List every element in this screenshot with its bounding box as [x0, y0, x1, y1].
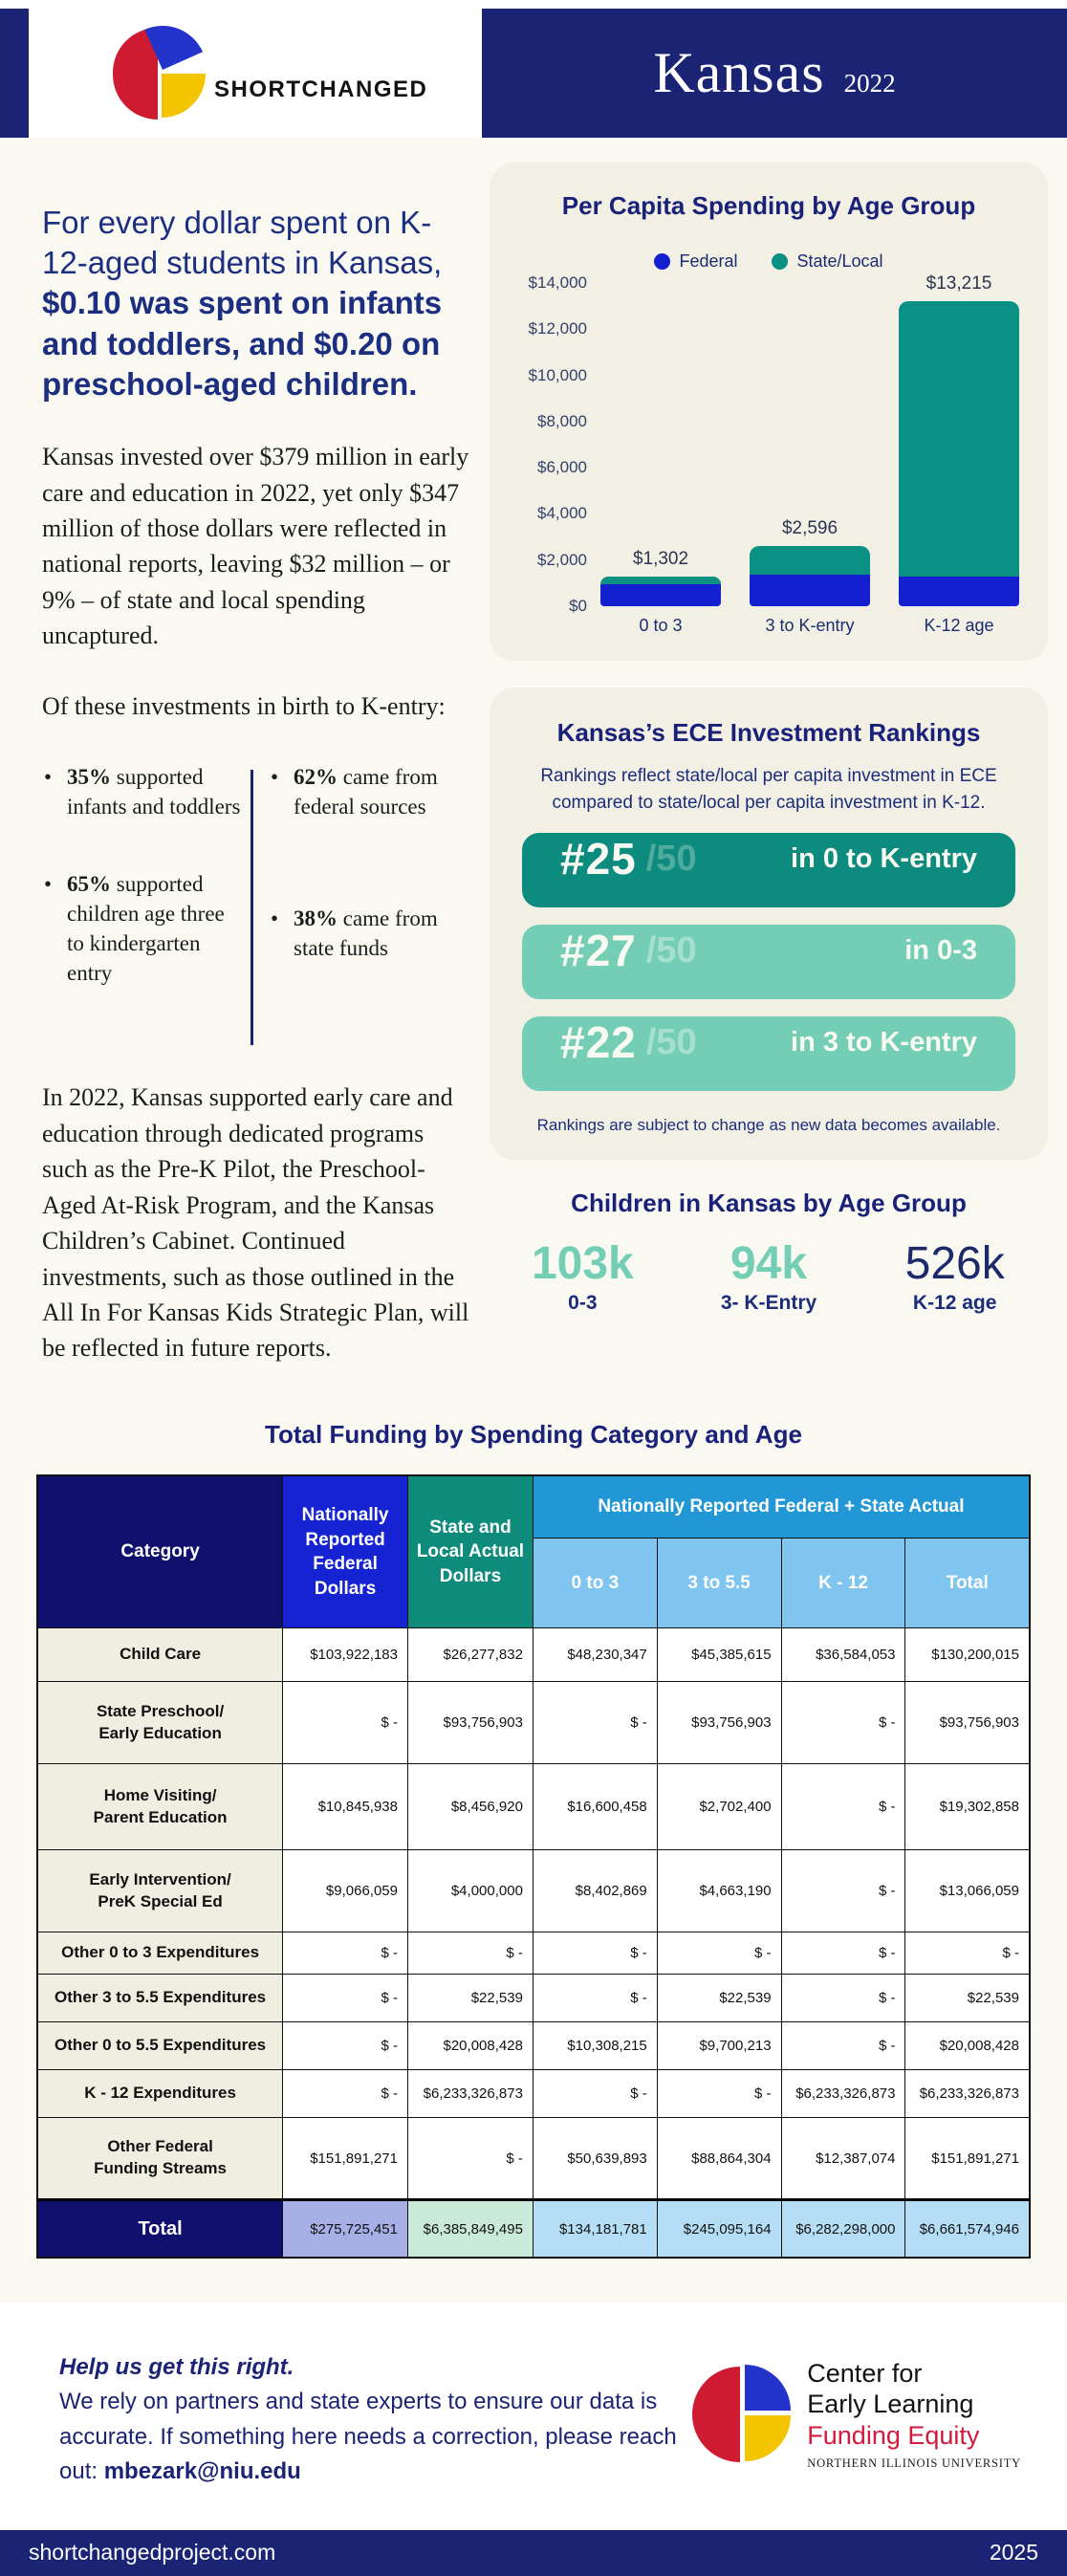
- table-cell: $93,756,903: [657, 1682, 781, 1764]
- funding-table: [36, 1474, 1031, 2259]
- chart-bars: [597, 273, 1023, 606]
- niu-funding-equity: Funding Equity: [807, 2420, 980, 2450]
- table-cell: $50,639,893: [533, 2118, 657, 2200]
- y-tick-label: $8,000: [537, 411, 587, 430]
- niu-line-1: Center for: [807, 2358, 923, 2388]
- table-cell: $8,456,920: [407, 1764, 533, 1850]
- table-cell: $45,385,615: [657, 1628, 781, 1682]
- table-cell: $ -: [283, 1975, 408, 2022]
- total-cell: $6,282,298,000: [781, 2200, 905, 2258]
- bullet-item: • 38% came from state funds: [269, 904, 472, 963]
- ranking-pill: [522, 1016, 1015, 1091]
- table-cell: $48,230,347: [533, 1628, 657, 1682]
- bullets-right-column: [269, 762, 472, 1045]
- legend-item: [654, 251, 737, 272]
- table-cell: $ -: [781, 1975, 905, 2022]
- table-cell: $19,302,858: [905, 1764, 1030, 1850]
- table-cell: $ -: [533, 1932, 657, 1975]
- table-cell: $93,756,903: [407, 1682, 533, 1764]
- bar-column: [899, 273, 1019, 606]
- table-cell: $ -: [407, 1932, 533, 1975]
- table-cell: $22,539: [657, 1975, 781, 2022]
- website-link[interactable]: shortchangedproject.com: [29, 2540, 276, 2565]
- state-local-bar-segment: [750, 546, 870, 575]
- chart-yaxis: [514, 273, 597, 615]
- chart-title: Per Capita Spending by Age Group: [561, 191, 976, 220]
- table-row: [37, 1628, 1030, 1682]
- table-cell: $10,845,938: [283, 1764, 408, 1850]
- table-cell: $10,308,215: [533, 2022, 657, 2070]
- row-label: Home Visiting/ Parent Education: [37, 1764, 283, 1850]
- niu-logo-text: [807, 2358, 1021, 2472]
- row-label: K - 12 Expenditures: [37, 2070, 283, 2118]
- footer: [0, 2303, 1067, 2530]
- niu-center-logo: [692, 2358, 1021, 2472]
- table-cell: $130,200,015: [905, 1628, 1030, 1682]
- rankings-title: Kansas’s ECE Investment Rankings: [556, 718, 981, 747]
- table-row: [37, 1764, 1030, 1850]
- y-tick-label: $6,000: [537, 458, 587, 477]
- federal-bar-segment: [899, 577, 1019, 606]
- table-cell: $88,864,304: [657, 2118, 781, 2200]
- total-cell: $275,725,451: [283, 2200, 408, 2258]
- table-cell: $2,702,400: [657, 1764, 781, 1850]
- table-cell: $ -: [283, 1932, 408, 1975]
- niu-university-name: NORTHERN ILLINOIS UNIVERSITY: [807, 2456, 1021, 2471]
- legend-dot-icon: [772, 253, 788, 270]
- table-cell: $ -: [533, 2070, 657, 2118]
- ranking-denominator: /50: [645, 838, 697, 879]
- table-cell: $151,891,271: [283, 2118, 408, 2200]
- table-cell: $9,700,213: [657, 2022, 781, 2070]
- right-column: [490, 163, 1048, 1366]
- bar-category-label: 0 to 3: [639, 616, 683, 635]
- niu-logo-icon: [692, 2362, 794, 2467]
- state-local-bar-segment: [899, 301, 1019, 577]
- table-cell: $ -: [407, 2118, 533, 2200]
- header: [0, 0, 1067, 138]
- bullet-item: • 65% supported children age three to kindergarten entry: [42, 869, 247, 988]
- logo-yellow-quarter-icon: [162, 74, 206, 118]
- chart-area: [514, 273, 1023, 615]
- column-header-category: Category: [37, 1475, 283, 1628]
- table-cell: $ -: [283, 2022, 408, 2070]
- federal-bar-segment: [750, 575, 870, 606]
- ranking-age-label: in 0 to K-entry: [791, 842, 977, 874]
- bullet-percent: 62%: [294, 765, 338, 790]
- footer-year: 2025: [989, 2540, 1038, 2565]
- child-stat: [490, 1237, 676, 1315]
- y-tick-label: $4,000: [537, 504, 587, 523]
- bar-value-label: $13,215: [925, 273, 992, 294]
- headline-bold: $0.10 was spent on infants and toddlers, and $0.20 on preschool-aged children.: [42, 285, 443, 402]
- total-cell: $6,661,574,946: [905, 2200, 1030, 2258]
- table-cell: $151,891,271: [905, 2118, 1030, 2200]
- bullets-divider: [250, 770, 253, 1045]
- table-cell: $6,233,326,873: [407, 2070, 533, 2118]
- headline: [42, 203, 472, 404]
- table-row: [37, 1850, 1030, 1932]
- main-content: [0, 138, 1067, 1366]
- table-cell: $ -: [781, 1932, 905, 1975]
- paragraph-investment: Kansas invested over $379 million in early care and education in 2022, yet only $347 million of those dollars were reflected in national reports, leaving $32 million – or 9% – of state and local spending uncaptured.: [42, 443, 469, 650]
- table-cell: $ -: [905, 1932, 1030, 1975]
- child-stat-value: 94k: [729, 1238, 808, 1290]
- row-label: Other 0 to 5.5 Expenditures: [37, 2022, 283, 2070]
- total-cell: $134,181,781: [533, 2200, 657, 2258]
- ranking-pill: [522, 833, 1015, 907]
- ranking-number: #25: [560, 834, 637, 884]
- table-total-row: [37, 2200, 1030, 2258]
- legend-item: [772, 251, 882, 272]
- child-stat: [676, 1237, 862, 1315]
- children-title: Children in Kansas by Age Group: [571, 1189, 967, 1218]
- bullets-left-column: [42, 762, 247, 1045]
- ranking-pill-content: [560, 1016, 977, 1068]
- chart-legend: [514, 251, 1023, 272]
- ranking-pill-content: [560, 925, 977, 976]
- children-section: [490, 1189, 1048, 1315]
- table-cell: $6,233,326,873: [905, 2070, 1030, 2118]
- bullet-list-right: [269, 762, 472, 963]
- table-cell: $93,756,903: [905, 1682, 1030, 1764]
- per-capita-chart-card: [490, 163, 1048, 661]
- bar-category-label: K-12 age: [924, 616, 994, 635]
- table-cell: $8,402,869: [533, 1850, 657, 1932]
- row-label: Other 0 to 3 Expenditures: [37, 1932, 283, 1975]
- left-accent-bar: [0, 9, 29, 138]
- table-cell: $ -: [781, 2022, 905, 2070]
- help-body: We rely on partners and state experts to ensure our data is accurate. If something here needs a correction, please reach out:: [59, 2389, 677, 2485]
- bullet-list-left: [42, 762, 247, 988]
- table-cell: $ -: [781, 1682, 905, 1764]
- total-cell: $245,095,164: [657, 2200, 781, 2258]
- bullet-item: • 62% came from federal sources: [269, 762, 472, 821]
- child-stat-value: 103k: [531, 1238, 634, 1290]
- table-row: [37, 2118, 1030, 2200]
- contact-email-link[interactable]: mbezark@niu.edu: [103, 2458, 301, 2485]
- table-cell: $4,000,000: [407, 1850, 533, 1932]
- children-stats: [490, 1237, 1048, 1315]
- table-row: [37, 1932, 1030, 1975]
- column-subheader: 0 to 3: [533, 1539, 657, 1628]
- table-cell: $12,387,074: [781, 2118, 905, 2200]
- table-row: [37, 2070, 1030, 2118]
- niu-logo-yellow-quarter-icon: [745, 2415, 791, 2461]
- y-tick-label: $2,000: [537, 550, 587, 569]
- bullets-intro: Of these investments in birth to K-entry:: [42, 691, 446, 720]
- paragraph-programs: In 2022, Kansas supported early care and education through dedicated programs such as the Pre-K Pilot, the Preschool-Aged At-Risk Program, and the Kansas Children’s Cabinet. Continued investments, such as those outlined in the All In For Kansas Kids Strategic Plan, will be reflected in future reports.: [42, 1083, 469, 1363]
- table-cell: $22,539: [407, 1975, 533, 2022]
- row-label: Other Federal Funding Streams: [37, 2118, 283, 2200]
- child-stat-label: 3- K-Entry: [720, 1292, 817, 1315]
- brand-area: [29, 9, 482, 138]
- ranking-denominator: /50: [645, 1021, 697, 1062]
- table-cell: $ -: [781, 1850, 905, 1932]
- table-cell: $16,600,458: [533, 1764, 657, 1850]
- rankings-footnote: Rankings are subject to change as new data becomes available.: [536, 1116, 1001, 1135]
- rankings-card: [490, 688, 1048, 1160]
- row-label: Other 3 to 5.5 Expenditures: [37, 1975, 283, 2022]
- funding-table-section: [0, 1420, 1067, 2259]
- child-stat-label: 0-3: [568, 1292, 598, 1315]
- niu-logo-red-half-icon: [692, 2367, 740, 2462]
- bar-value-label: $2,596: [781, 518, 838, 539]
- table-cell: $36,584,053: [781, 1628, 905, 1682]
- state-title: Kansas: [653, 41, 825, 104]
- column-header-group: Nationally Reported Federal + State Actual: [533, 1475, 1030, 1539]
- table-cell: $ -: [283, 2070, 408, 2118]
- ranking-age-label: in 3 to K-entry: [791, 1026, 977, 1058]
- table-cell: $ -: [533, 1975, 657, 2022]
- table-cell: $ -: [781, 1764, 905, 1850]
- total-row-label: Total: [37, 2200, 283, 2258]
- table-cell: $ -: [657, 1932, 781, 1975]
- table-cell: $20,008,428: [905, 2022, 1030, 2070]
- report-year: 2022: [843, 69, 896, 98]
- child-stat: [861, 1237, 1048, 1315]
- ranking-pill: [522, 925, 1015, 999]
- bar-category-label: 3 to K-entry: [765, 616, 855, 635]
- bullet-percent: 38%: [294, 906, 338, 931]
- legend-dot-icon: [654, 253, 670, 270]
- bullet-percent: 65%: [67, 872, 111, 897]
- child-stat-label: K-12 age: [912, 1292, 997, 1315]
- legend-label: Federal: [679, 251, 738, 271]
- bullet-percent: 35%: [67, 765, 111, 790]
- y-tick-label: $12,000: [528, 319, 587, 338]
- state-title-block: [482, 9, 1067, 138]
- row-label: Early Intervention/ PreK Special Ed: [37, 1850, 283, 1932]
- help-block: [59, 2350, 690, 2490]
- bar-column: [750, 283, 870, 606]
- table-cell: $ -: [283, 1682, 408, 1764]
- table-cell: $20,008,428: [407, 2022, 533, 2070]
- column-subheader: 3 to 5.5: [657, 1539, 781, 1628]
- table-cell: $9,066,059: [283, 1850, 408, 1932]
- table-cell: $ -: [657, 2070, 781, 2118]
- table-title: Total Funding by Spending Category and Age: [265, 1419, 802, 1449]
- rankings-subtitle: Rankings reflect state/local per capita investment in ECE compared to state/local per capita investment in K-12.: [540, 766, 997, 813]
- ranking-number: #22: [560, 1017, 637, 1068]
- ranking-pill-content: [560, 833, 977, 884]
- ranking-number: #27: [560, 926, 637, 976]
- ranking-age-label: in 0-3: [904, 934, 977, 966]
- bar-column: [600, 283, 721, 606]
- bullet-item: • 35% supported infants and toddlers: [42, 762, 247, 821]
- table-cell: $26,277,832: [407, 1628, 533, 1682]
- table-cell: $103,922,183: [283, 1628, 408, 1682]
- state-local-bar-segment: [600, 577, 721, 585]
- bar-value-label: $1,302: [632, 548, 689, 569]
- ranking-denominator: /50: [645, 929, 697, 971]
- row-label: Child Care: [37, 1628, 283, 1682]
- table-row: [37, 1682, 1030, 1764]
- help-title: Help us get this right.: [59, 2353, 294, 2380]
- table-row: [37, 2022, 1030, 2070]
- brand-name: SHORTCHANGED: [214, 76, 428, 102]
- legend-label: State/Local: [796, 251, 883, 271]
- child-stat-value: 526k: [904, 1238, 1005, 1290]
- niu-line-2: Early Learning: [807, 2390, 974, 2419]
- shortchanged-logo-icon: [113, 24, 212, 123]
- headline-regular: For every dollar spent on K-12-aged students in Kansas,: [42, 205, 443, 281]
- niu-logo-blue-quarter-icon: [745, 2365, 791, 2411]
- y-tick-label: $14,000: [528, 273, 587, 292]
- column-subheader: K - 12: [781, 1539, 905, 1628]
- rankings-pills: [522, 833, 1015, 1091]
- table-cell: $22,539: [905, 1975, 1030, 2022]
- table-cell: $6,233,326,873: [781, 2070, 905, 2118]
- bullets-section: [42, 762, 472, 1045]
- chart-xlabels: [597, 616, 1023, 636]
- table-cell: $4,663,190: [657, 1850, 781, 1932]
- table-header-row-1: [37, 1475, 1030, 1539]
- total-cell: $6,385,849,495: [407, 2200, 533, 2258]
- federal-bar-segment: [600, 584, 721, 606]
- column-header-federal: Nationally Reported Federal Dollars: [283, 1475, 408, 1628]
- column-subheader: Total: [905, 1539, 1030, 1628]
- table-row: [37, 1975, 1030, 2022]
- column-header-state-local: State and Local Actual Dollars: [407, 1475, 533, 1628]
- left-column: [31, 163, 472, 1366]
- row-label: State Preschool/ Early Education: [37, 1682, 283, 1764]
- table-cell: $13,066,059: [905, 1850, 1030, 1932]
- y-tick-label: $10,000: [528, 365, 587, 384]
- table-cell: $ -: [533, 1682, 657, 1764]
- bottom-bar: [0, 2530, 1067, 2576]
- y-tick-label: $0: [569, 597, 587, 615]
